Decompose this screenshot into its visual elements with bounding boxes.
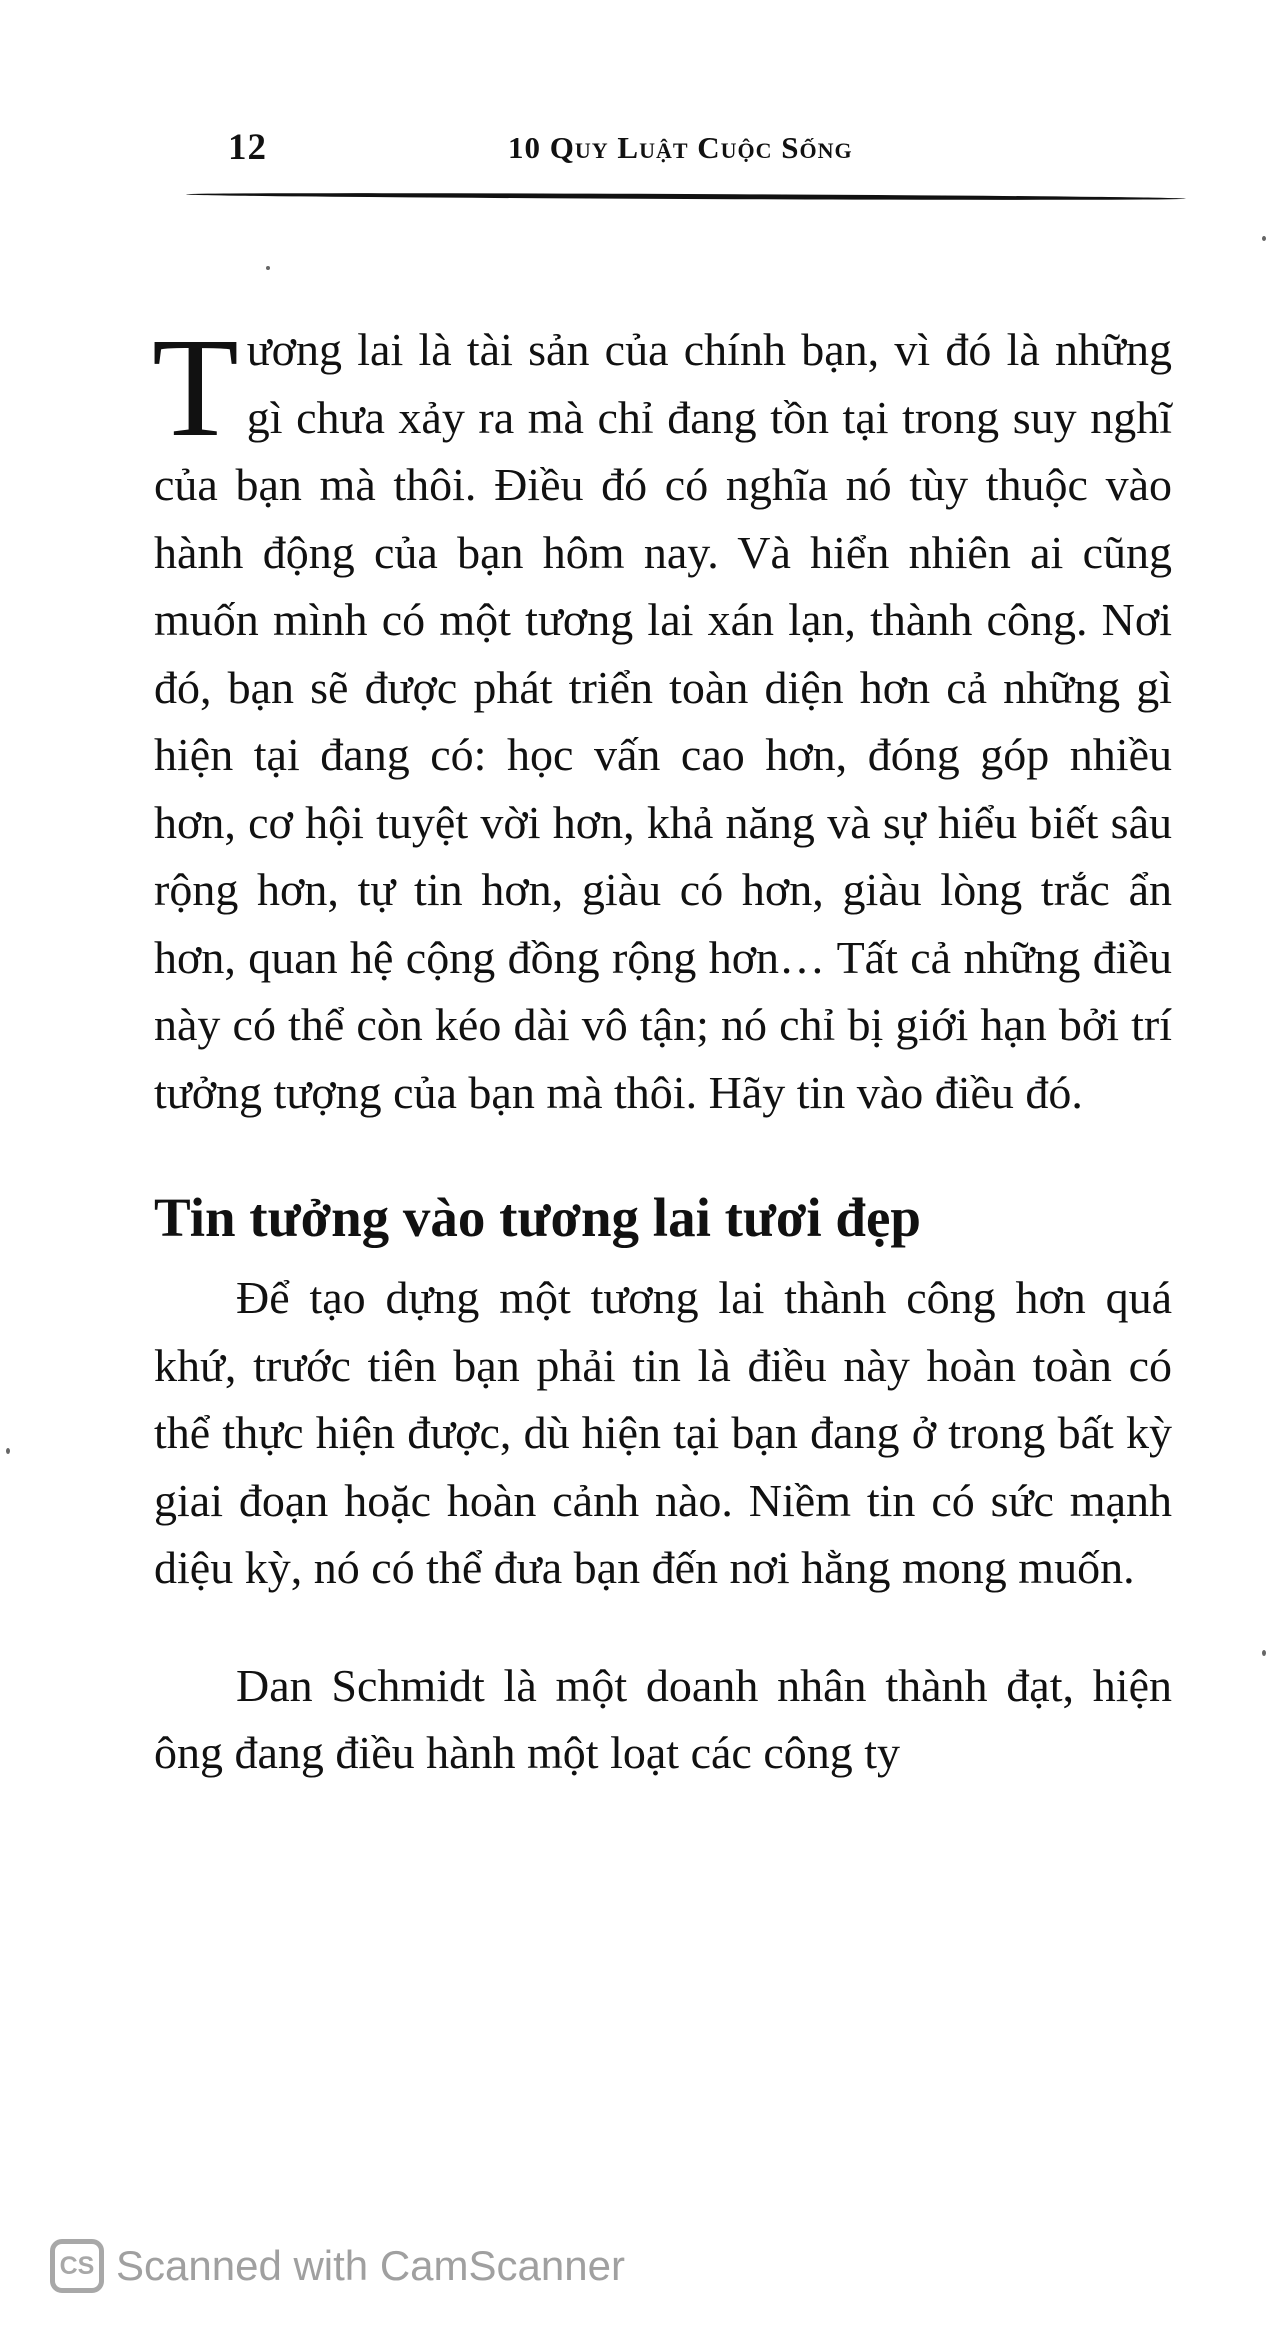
section-heading: Tin tưởng vào tương lai tươi đẹp bbox=[154, 1187, 921, 1248]
scanner-watermark bbox=[50, 2234, 750, 2298]
running-title: 10 Quy Luật Cuộc Sống bbox=[508, 130, 853, 165]
paragraph-2: Để tạo dựng một tương lai thành công hơn quá khứ, trước tiên bạn phải tin là điều này hoàn toàn có thể thực hiện được, dù hiện tại bạn đang ở trong bất kỳ giai đoạn hoặc hoàn cảnh nào. Niềm tin có sức mạnh diệu kỳ, nó có thể đưa bạn đến nơi hằng mong muốn. bbox=[154, 1272, 1172, 1593]
scan-speck bbox=[6, 1448, 10, 1454]
paragraph-3: Dan Schmidt là một doanh nhân thành đạt, hiện ông đang điều hành một loạt các công ty bbox=[154, 1659, 1172, 1778]
scan-speck bbox=[266, 266, 270, 270]
paragraph-1 bbox=[152, 308, 1172, 1126]
scan-speck bbox=[1262, 1650, 1266, 1656]
body-text bbox=[152, 308, 1172, 1787]
header-rule bbox=[186, 192, 1186, 201]
scan-speck bbox=[1262, 236, 1266, 241]
camscanner-logo-icon: CS bbox=[50, 2239, 104, 2293]
watermark-text: Scanned with CamScanner bbox=[116, 2242, 625, 2289]
paragraph-1-text: ương lai là tài sản của chính bạn, vì đó là những gì chưa xảy ra mà chỉ đang tồn tại trong suy nghĩ của bạn mà thôi. Điều đó có nghĩa nó tùy thuộc vào hành động của bạn hôm nay. Và hiển nhiên ai cũng muốn mình có một tương lai xán lạn, thành công. Nơi đó, bạn sẽ được phát triển toàn diện hơn cả những gì hiện tại đang có: học vấn cao hơn, đóng góp nhiều hơn, cơ hội tuyệt vời hơn, khả năng và sự hiểu biết sâu rộng hơn, tự tin hơn, giàu có hơn, giàu lòng trắc ẩn hơn, quan hệ cộng đồng rộng hơn… Tất cả những điều này có thể còn kéo dài vô tận; nó chỉ bị giới hạn bởi trí tưởng tượng của bạn mà thôi. Hãy tin vào điều đó. bbox=[154, 324, 1172, 1118]
page-header bbox=[0, 0, 1280, 220]
drop-cap: T bbox=[152, 308, 239, 466]
page-number: 12 bbox=[228, 127, 267, 168]
